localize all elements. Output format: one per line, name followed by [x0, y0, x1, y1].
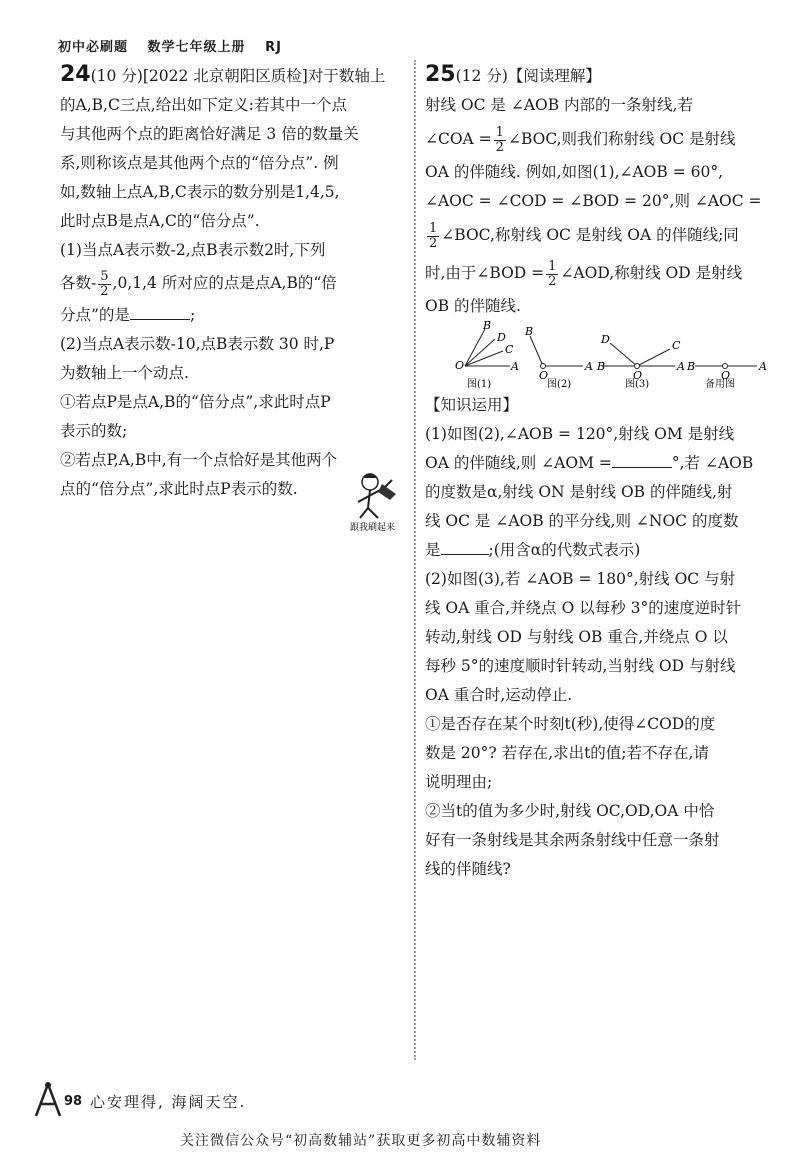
answer-blank[interactable]	[612, 453, 672, 468]
point-label: O	[721, 369, 731, 382]
edition: RJ	[265, 40, 282, 55]
text-line: OA 重合时,运动停止.	[425, 686, 573, 704]
point-label: A	[585, 360, 593, 373]
frac-num: 5	[100, 268, 109, 284]
figure-caption: 图(3)	[625, 379, 650, 390]
text-segment: 分点”的是	[60, 306, 130, 324]
point-label: B	[597, 360, 606, 373]
text-line: ①是否存在某个时刻t(秒),使得∠COD的度	[425, 715, 716, 733]
point-label: B	[483, 321, 492, 332]
figure-spare	[686, 360, 767, 390]
text-line: 线 OC 是 ∠AOB 的平分线,则 ∠NOC 的度数	[425, 512, 739, 530]
fraction	[494, 126, 506, 155]
mascot-caption: 跟我刷起来	[350, 523, 396, 532]
fraction	[98, 270, 110, 299]
text-line: 的度数是α,射线 ON 是射线 OB 的伴随线,射	[425, 483, 733, 501]
figure-1	[455, 321, 519, 390]
text-segment: 是	[425, 541, 441, 559]
question-number: 25	[425, 62, 456, 87]
motto: 心安理得, 海阔天空.	[90, 1093, 247, 1111]
point-label: C	[672, 339, 681, 352]
frac-den: 2	[548, 273, 557, 289]
point-label: O	[539, 369, 549, 382]
column-divider	[414, 60, 416, 1060]
page-footer	[28, 1080, 247, 1124]
text-line: (2)如图(3),若 ∠AOB = 180°,射线 OC 与射	[425, 570, 736, 588]
text-line: 为数轴上一个动点.	[60, 364, 189, 382]
figure-caption: 图(2)	[547, 379, 572, 390]
score: (12 分)	[455, 67, 508, 85]
text-segment: ∠BOC,称射线 OC 是射线 OA 的伴随线;同	[441, 226, 739, 244]
point-label: D	[497, 331, 506, 344]
text-segment: ∠COA =	[425, 130, 492, 148]
text-line: 与其他两个点的距离恰好满足 3 倍的数量关	[60, 125, 359, 143]
text-line: ∠AOC = ∠COD = ∠BOD = 20°,则 ∠AOC =	[425, 192, 762, 210]
fraction	[427, 222, 439, 251]
mascot-icon	[340, 470, 410, 536]
frac-den: 2	[495, 139, 504, 155]
answer-blank[interactable]	[130, 305, 190, 320]
text-line: 的A,B,C三点,给出如下定义:若其中一个点	[60, 96, 347, 114]
text-segment: 各数-	[60, 274, 97, 292]
text-line: 射线 OC 是 ∠AOB 内部的一条射线,若	[425, 96, 693, 114]
figures	[425, 321, 770, 391]
source: [2022 北京朝阳区质检]	[142, 67, 308, 85]
text-line: 此时点B是点A,C的“倍分点”.	[60, 212, 260, 230]
point-label: A	[759, 360, 767, 373]
frac-num: 1	[429, 220, 438, 236]
point-label: A	[677, 360, 685, 373]
compass-icon	[28, 1080, 68, 1120]
text-segment: 时,由于∠BOD =	[425, 264, 545, 282]
text-line: OB 的伴随线.	[425, 297, 521, 315]
text-segment: ∠AOD,称射线 OD 是射线	[560, 264, 743, 282]
series-name: 初中必刷题	[58, 40, 129, 55]
bottom-note: 关注微信公众号“初高数辅站”获取更多初高中数辅资料	[180, 1133, 542, 1149]
frac-num: 1	[495, 124, 504, 140]
text-line: 系,则称该点是其他两个点的“倍分点”. 例	[60, 154, 339, 172]
text-line: (1)如图(2),∠AOB = 120°,射线 OM 是射线	[425, 425, 735, 443]
text-segment: ;	[189, 306, 196, 324]
frac-den: 2	[100, 283, 109, 299]
text-line: 线 OA 重合,并绕点 O 以每秒 3°的速度逆时针	[425, 599, 742, 617]
text-line: (2)当点A表示数-10,点B表示数 30 时,P	[60, 335, 335, 353]
text-line: ②当t的值为多少时,射线 OC,OD,OA 中恰	[425, 802, 715, 820]
text-segment: ,0,1,4 所对应的点是点A,B的“倍	[112, 274, 337, 292]
text-line: (1)当点A表示数-2,点B表示数2时,下列	[60, 241, 326, 259]
text-line: ②若点P,A,B中,有一个点恰好是其他两个	[60, 451, 338, 469]
page-number: 98	[64, 1094, 83, 1109]
text-line: 表示的数;	[60, 422, 128, 440]
text-line: 转动,射线 OD 与射线 OB 重合,并绕点 O 以	[425, 628, 728, 646]
text-segment: ;(用含α的代数式表示)	[488, 541, 641, 559]
point-label: B	[525, 325, 534, 338]
figure-2	[524, 325, 593, 390]
score: (10 分)	[90, 67, 143, 85]
question-25	[425, 60, 770, 884]
point-label: O	[633, 369, 643, 382]
fraction	[546, 260, 558, 289]
answer-blank[interactable]	[441, 540, 489, 555]
figure-3	[596, 333, 685, 390]
text-segment: ∠BOC,则我们称射线 OC 是射线	[507, 130, 736, 148]
section-tag: 【知识运用】	[425, 396, 519, 414]
point-label: D	[601, 333, 610, 346]
question-24	[60, 60, 405, 504]
point-label: A	[511, 360, 519, 373]
page-header	[58, 36, 296, 55]
figure-caption: 备用图	[705, 379, 735, 390]
text-line: 数是 20°? 若存在,求出t的值;若不存在,请	[425, 744, 709, 762]
book-name: 数学七年级上册	[147, 40, 246, 55]
text-line: OA 的伴随线. 例如,如图(1),∠AOB = 60°,	[425, 163, 724, 181]
text-segment: °,若 ∠AOB	[671, 454, 754, 472]
text-line: 线的伴随线?	[425, 860, 511, 878]
section-tag: 【阅读理解】	[507, 67, 601, 85]
text-line: ①若点P是点A,B的“倍分点”,求此时点P	[60, 393, 331, 411]
text-line: 说明理由;	[425, 773, 493, 791]
text-line: 对于数轴上	[307, 67, 386, 85]
text-line: 每秒 5°的速度顺时针转动,当射线 OD 与射线	[425, 657, 736, 675]
frac-num: 1	[548, 258, 557, 274]
text-line: 好有一条射线是其余两条射线中任意一条射	[425, 831, 720, 849]
text-line: 点的“倍分点”,求此时点P表示的数.	[60, 480, 298, 498]
question-number: 24	[60, 62, 91, 87]
figure-caption: 图(1)	[467, 379, 492, 390]
point-label: O	[455, 359, 465, 372]
point-label: B	[687, 360, 696, 373]
point-label: C	[505, 343, 514, 356]
text-segment: OA 的伴随线,则 ∠AOM =	[425, 454, 612, 472]
text-line: 如,数轴上点A,B,C表示的数分别是1,4,5,	[60, 183, 340, 201]
frac-den: 2	[429, 235, 438, 251]
